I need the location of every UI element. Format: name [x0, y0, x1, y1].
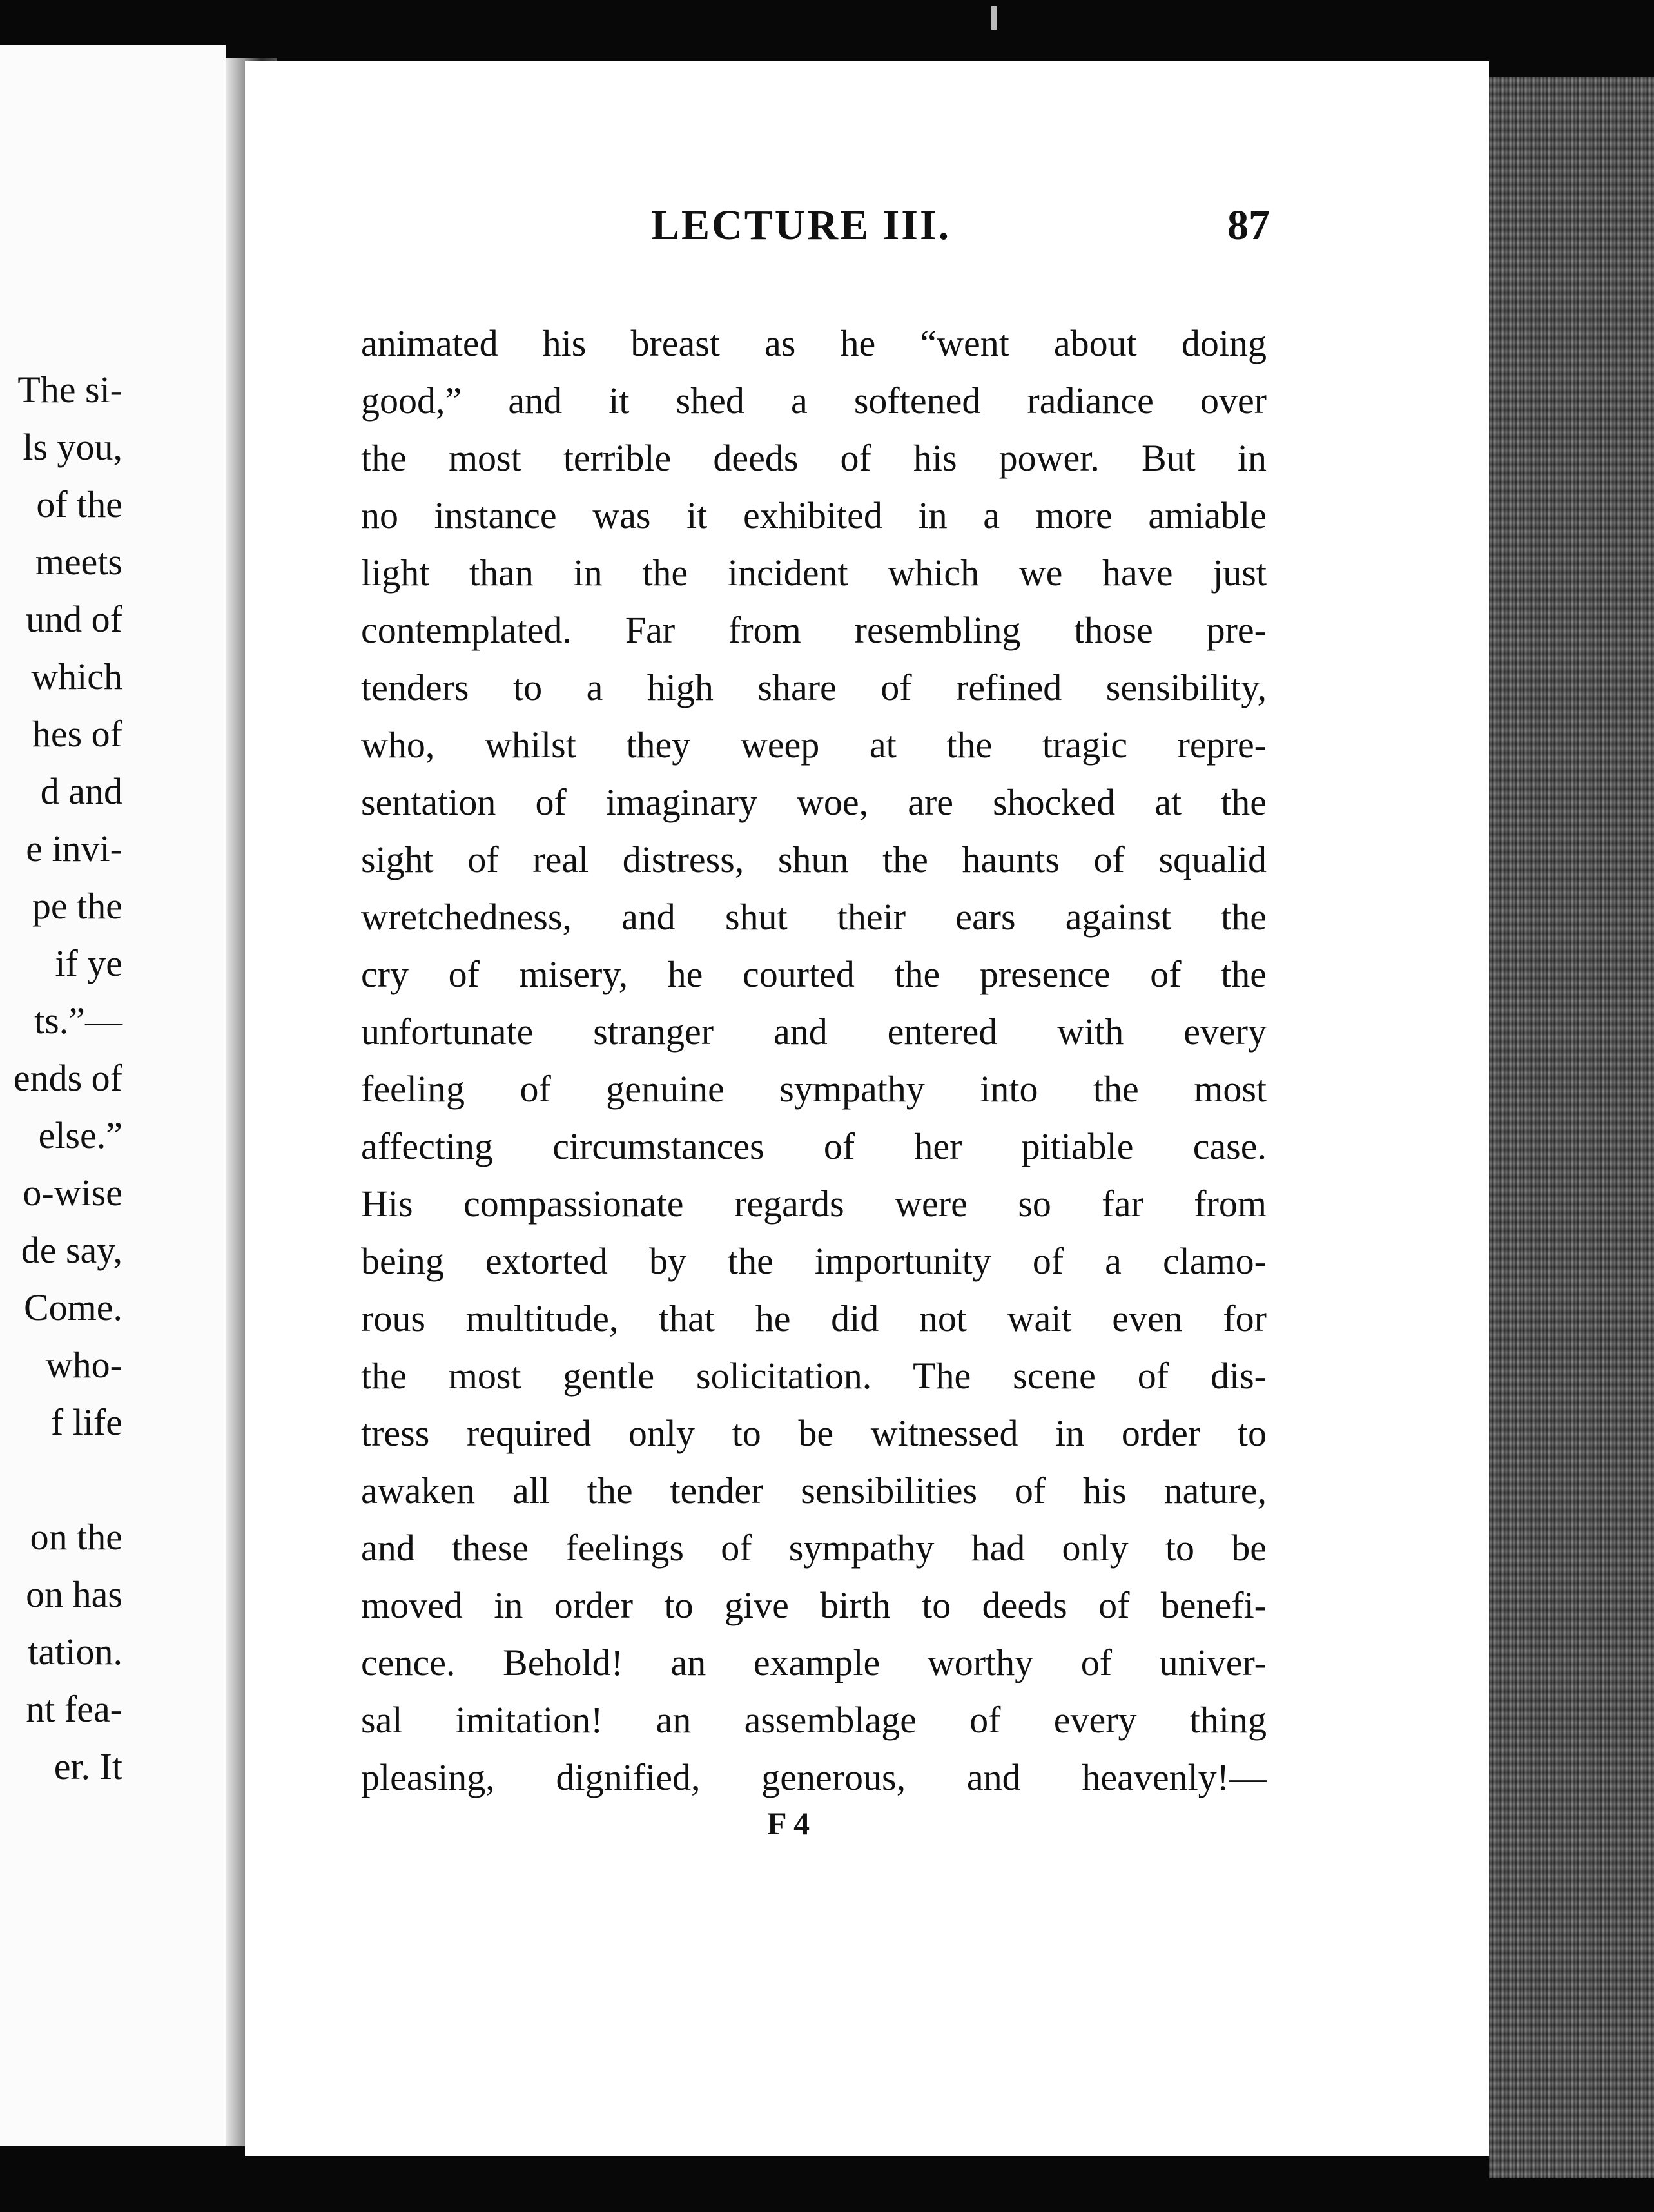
text-line: and these feelings of sympathy had only to be: [361, 1527, 1267, 1569]
facing-page-line: on has: [26, 1573, 122, 1615]
text-line: pleasing, dignified, generous, and heavenly!—: [361, 1756, 1267, 1798]
text-line: awaken all the tender sensibilities of his nature,: [361, 1470, 1267, 1511]
scan-artifact: [991, 6, 997, 30]
facing-page-text: [0, 361, 122, 1795]
facing-page-line: er. It: [54, 1745, 122, 1787]
facing-page-line: [0, 1451, 122, 1508]
body-text: [361, 315, 1267, 1806]
text-line: His compassionate regards were so far from: [361, 1183, 1267, 1225]
text-line: cence. Behold! an example worthy of univer-: [361, 1642, 1267, 1683]
text-line: the most terrible deeds of his power. But in: [361, 437, 1267, 479]
text-line: contemplated. Far from resembling those pre-: [361, 609, 1267, 651]
text-line: light than in the incident which we have just: [361, 552, 1267, 594]
facing-page-line: Come.: [23, 1286, 122, 1328]
text-line: sal imitation! an assemblage of every thing: [361, 1699, 1267, 1741]
facing-page-line: de say,: [21, 1229, 122, 1271]
text-line: the most gentle solicitation. The scene of dis-: [361, 1355, 1267, 1397]
facing-page-line: meets: [35, 541, 122, 583]
text-line: tress required only to be witnessed in order to: [361, 1412, 1267, 1454]
facing-page-line: The si-: [17, 369, 122, 411]
facing-page-line: e invi-: [26, 828, 122, 869]
facing-page-line: ts.”—: [34, 1000, 122, 1042]
text-line: unfortunate stranger and entered with every: [361, 1011, 1267, 1053]
text-line: sight of real distress, shun the haunts of squalid: [361, 839, 1267, 880]
text-line: cry of misery, he courted the presence of the: [361, 953, 1267, 995]
facing-page-line: ls you,: [23, 426, 122, 468]
facing-page-line: nt fea-: [26, 1688, 122, 1730]
facing-page-line: und of: [26, 598, 122, 640]
facing-page-line: which: [31, 655, 122, 697]
text-line: rous multitude, that he did not wait even for: [361, 1297, 1267, 1339]
facing-page-line: who-: [45, 1344, 122, 1386]
facing-page-line: hes of: [32, 713, 122, 755]
facing-page-line: f life: [50, 1401, 122, 1443]
page-number: 87: [1227, 202, 1270, 249]
facing-page-line: o-wise: [23, 1172, 122, 1214]
page-fore-edge: [1489, 77, 1654, 2178]
facing-page-line: d and: [40, 770, 122, 812]
text-line: animated his breast as he “went about doing: [361, 322, 1267, 364]
text-line: feeling of genuine sympathy into the most: [361, 1068, 1267, 1110]
facing-page-line: on the: [30, 1516, 122, 1558]
text-line: no instance was it exhibited in a more amiable: [361, 494, 1267, 536]
facing-page-line: of the: [36, 483, 122, 525]
facing-page-line: else.”: [38, 1114, 122, 1156]
text-line: moved in order to give birth to deeds of benefi-: [361, 1584, 1267, 1626]
running-head: LECTURE III.: [651, 202, 951, 249]
facing-page: [0, 45, 226, 2146]
text-line: good,” and it shed a softened radiance over: [361, 380, 1267, 422]
text-line: wretchedness, and shut their ears against the: [361, 896, 1267, 938]
text-line: sentation of imaginary woe, are shocked at the: [361, 781, 1267, 823]
page-header: [651, 201, 1270, 253]
facing-page-line: pe the: [32, 885, 122, 927]
printer-signature: F 4: [767, 1805, 810, 1841]
facing-page-line: ends of: [13, 1057, 122, 1099]
text-line: who, whilst they weep at the tragic repre-: [361, 724, 1267, 766]
facing-page-line: tation.: [28, 1631, 122, 1673]
text-line: tenders to a high share of refined sensibility,: [361, 666, 1267, 708]
facing-page-line: if ye: [55, 942, 122, 984]
text-line: affecting circumstances of her pitiable case.: [361, 1125, 1267, 1167]
text-line: being extorted by the importunity of a clamo-: [361, 1240, 1267, 1282]
